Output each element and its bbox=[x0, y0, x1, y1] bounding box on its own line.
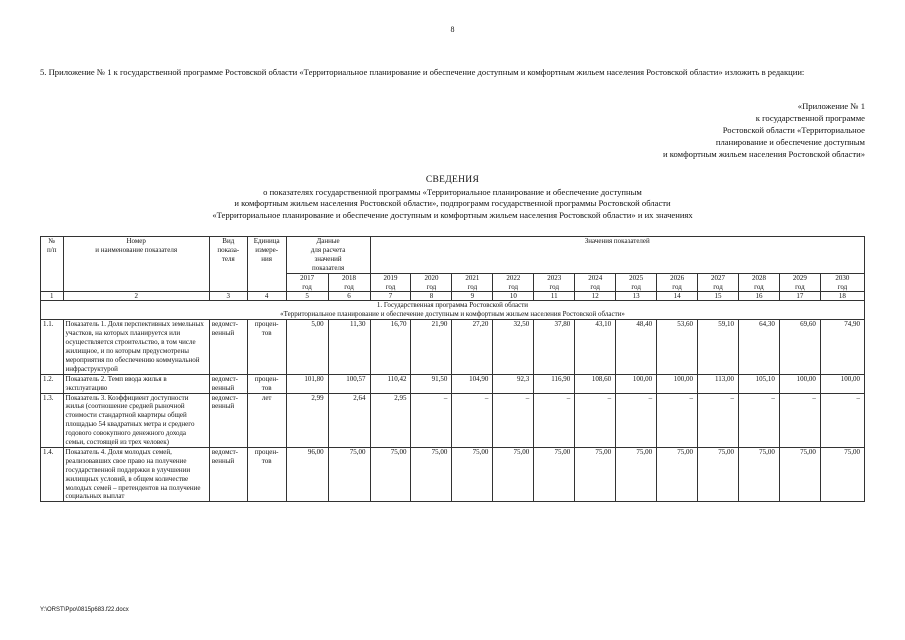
indicator-value: – bbox=[534, 393, 575, 447]
indicator-value: 75,00 bbox=[411, 447, 452, 501]
column-number: 6 bbox=[328, 292, 370, 301]
column-number: 1 bbox=[41, 292, 64, 301]
indicator-value: – bbox=[493, 393, 534, 447]
year-header: 2030 год bbox=[820, 273, 864, 292]
indicator-value: 75,00 bbox=[820, 447, 864, 501]
indicator-value: 75,00 bbox=[738, 447, 779, 501]
year-header: 2020 год bbox=[411, 273, 452, 292]
indicator-value: 75,00 bbox=[616, 447, 657, 501]
heading-line: о показателях государственной программы «Территориальное планирование и обеспечение доступным bbox=[263, 186, 642, 197]
indicator-unit: лет bbox=[247, 393, 286, 447]
year-header: 2021 год bbox=[452, 273, 493, 292]
column-number: 10 bbox=[493, 292, 534, 301]
table-row bbox=[41, 447, 865, 501]
column-number: 15 bbox=[698, 292, 739, 301]
indicator-value: 96,00 bbox=[286, 447, 328, 501]
year-header: 2026 год bbox=[657, 273, 698, 292]
heading-title: СВЕДЕНИЯ bbox=[425, 175, 480, 185]
indicator-value: 75,00 bbox=[698, 447, 739, 501]
page-number: 8 bbox=[450, 25, 455, 34]
column-number: 16 bbox=[738, 292, 779, 301]
column-number: 13 bbox=[616, 292, 657, 301]
year-header: 2024 год bbox=[575, 273, 616, 292]
indicator-value: – bbox=[779, 393, 820, 447]
indicator-value: 11,30 bbox=[328, 320, 370, 374]
table-row bbox=[41, 393, 865, 447]
row-number: 1.3. bbox=[41, 393, 64, 447]
annex-line: к государственной программе bbox=[755, 113, 865, 123]
year-header: 2029 год bbox=[779, 273, 820, 292]
indicator-value: – bbox=[698, 393, 739, 447]
indicator-value: 5,00 bbox=[286, 320, 328, 374]
indicator-value: 75,00 bbox=[657, 447, 698, 501]
annex-line: и комфортным жильем населения Ростовской области» bbox=[663, 149, 865, 159]
header-kind: Вид показа- теля bbox=[209, 237, 247, 292]
indicator-value: – bbox=[657, 393, 698, 447]
column-number: 9 bbox=[452, 292, 493, 301]
indicator-value: – bbox=[452, 393, 493, 447]
annex-line: «Приложение № 1 bbox=[797, 101, 865, 111]
indicator-value: 75,00 bbox=[493, 447, 534, 501]
indicator-value: 27,20 bbox=[452, 320, 493, 374]
section-line: «Территориальное планирование и обеспечение доступным и комфортным жильем населения Ростовской области» bbox=[280, 310, 625, 319]
year-header: 2017 год bbox=[286, 273, 328, 292]
column-number: 18 bbox=[820, 292, 864, 301]
indicators-table bbox=[40, 236, 865, 502]
header-no: № п/п bbox=[41, 237, 64, 292]
indicator-value: 74,90 bbox=[820, 320, 864, 374]
indicator-value: 53,60 bbox=[657, 320, 698, 374]
row-number: 1.1. bbox=[41, 320, 64, 374]
column-number: 5 bbox=[286, 292, 328, 301]
year-header: 2027 год bbox=[698, 273, 739, 292]
indicator-value: 75,00 bbox=[370, 447, 411, 501]
header-unit: Единица измере- ния bbox=[247, 237, 286, 292]
table-row bbox=[41, 320, 865, 374]
indicator-value: – bbox=[820, 393, 864, 447]
document-heading bbox=[40, 175, 865, 221]
indicator-unit: процен- тов bbox=[247, 320, 286, 374]
year-header: 2018 год bbox=[328, 273, 370, 292]
heading-line: и комфортным жильем населения Ростовской области», подпрограмм государственной программы Ростовской области bbox=[234, 198, 671, 208]
row-number: 1.4. bbox=[41, 447, 64, 501]
indicator-value: 105,10 bbox=[738, 374, 779, 393]
intro-paragraph: 5. Приложение № 1 к государственной программе Ростовской области «Территориальное планирование и обеспечение доступным и комфортным жильем населения Ростовской области» изложить в редакции: bbox=[40, 67, 805, 77]
indicator-value: 2,64 bbox=[328, 393, 370, 447]
column-number: 3 bbox=[209, 292, 247, 301]
indicator-unit: процен- тов bbox=[247, 447, 286, 501]
indicator-value: 2,95 bbox=[370, 393, 411, 447]
year-header: 2028 год bbox=[738, 273, 779, 292]
indicator-name: Показатель 3. Коэффициент доступности жилья (соотношение средней рыночной стоимости стандартной квартиры общей площадью 54 квадратных метра и среднего годового совокупного денежного дохода семьи, состоящей из трех человек) bbox=[63, 393, 209, 447]
column-number: 2 bbox=[63, 292, 209, 301]
indicator-value: 59,10 bbox=[698, 320, 739, 374]
indicator-kind: ведомст- венный bbox=[209, 393, 247, 447]
year-header: 2023 год bbox=[534, 273, 575, 292]
indicator-value: – bbox=[575, 393, 616, 447]
indicator-value: 75,00 bbox=[575, 447, 616, 501]
section-line: 1. Государственная программа Ростовской области bbox=[376, 301, 529, 310]
table-row bbox=[41, 374, 865, 393]
indicator-value: 113,00 bbox=[698, 374, 739, 393]
indicator-value: 110,42 bbox=[370, 374, 411, 393]
indicator-name: Показатель 2. Темп ввода жилья в эксплуатацию bbox=[63, 374, 209, 393]
section-row bbox=[41, 301, 865, 320]
year-header: 2025 год bbox=[616, 273, 657, 292]
indicator-value: 100,00 bbox=[657, 374, 698, 393]
column-number: 7 bbox=[370, 292, 411, 301]
indicator-name: Показатель 4. Доля молодых семей, реализовавших свое право на получение государственной поддержки в улучшении жилищных условий, в общем количестве молодых семей – претендентов на получение социальных выплат bbox=[63, 447, 209, 501]
indicator-value: 21,90 bbox=[411, 320, 452, 374]
indicator-value: 69,60 bbox=[779, 320, 820, 374]
indicator-value: 48,40 bbox=[616, 320, 657, 374]
indicator-value: 64,30 bbox=[738, 320, 779, 374]
indicator-value: 75,00 bbox=[534, 447, 575, 501]
header-row bbox=[41, 237, 865, 274]
indicator-value: 75,00 bbox=[779, 447, 820, 501]
indicator-kind: ведомст- венный bbox=[209, 374, 247, 393]
column-number: 17 bbox=[779, 292, 820, 301]
indicator-value: 91,50 bbox=[411, 374, 452, 393]
annex-line: Ростовской области «Территориальное bbox=[722, 125, 865, 135]
year-header: 2019 год bbox=[370, 273, 411, 292]
indicator-value: 92,3 bbox=[493, 374, 534, 393]
indicator-value: 37,80 bbox=[534, 320, 575, 374]
indicator-kind: ведомст- венный bbox=[209, 320, 247, 374]
indicator-name: Показатель 1. Доля перспективных земельных участков, на которых планируется или осуществляется строительство, в том числе жилищное, и по которым предусмотрены мероприятия по обеспечению коммунальной инфраструктурой bbox=[63, 320, 209, 374]
file-path-footer: Y:\ORST\Ppo\0815p683.f22.docx bbox=[40, 607, 129, 613]
annex-line: планирование и обеспечение доступным bbox=[715, 137, 865, 147]
indicator-value: 100,00 bbox=[820, 374, 864, 393]
heading-line: «Территориальное планирование и обеспечение доступным и комфортным жильем населения Ростовской области» и их значениях bbox=[212, 209, 693, 220]
header-name: Номер и наименование показателя bbox=[63, 237, 209, 292]
header-base-data: Данные для расчета значений показателя bbox=[286, 237, 370, 274]
indicator-value: 116,90 bbox=[534, 374, 575, 393]
column-numbers-row bbox=[41, 292, 865, 301]
row-number: 1.2. bbox=[41, 374, 64, 393]
indicator-value: 32,50 bbox=[493, 320, 534, 374]
indicator-value: 104,90 bbox=[452, 374, 493, 393]
header-values: Значения показателей bbox=[370, 237, 864, 274]
indicator-value: 108,60 bbox=[575, 374, 616, 393]
column-number: 4 bbox=[247, 292, 286, 301]
section-title bbox=[41, 301, 865, 320]
column-number: 11 bbox=[534, 292, 575, 301]
column-number: 12 bbox=[575, 292, 616, 301]
year-header: 2022 год bbox=[493, 273, 534, 292]
indicator-value: 100,00 bbox=[779, 374, 820, 393]
indicator-value: 75,00 bbox=[452, 447, 493, 501]
indicator-value: – bbox=[738, 393, 779, 447]
indicator-kind: ведомст- венный bbox=[209, 447, 247, 501]
indicator-value: 16,70 bbox=[370, 320, 411, 374]
indicator-value: 2,99 bbox=[286, 393, 328, 447]
indicator-value: – bbox=[411, 393, 452, 447]
indicator-value: 75,00 bbox=[328, 447, 370, 501]
indicator-value: 101,80 bbox=[286, 374, 328, 393]
column-number: 14 bbox=[657, 292, 698, 301]
indicator-value: 100,00 bbox=[616, 374, 657, 393]
indicator-value: 43,10 bbox=[575, 320, 616, 374]
annex-caption bbox=[600, 100, 865, 160]
indicator-value: – bbox=[616, 393, 657, 447]
indicator-value: 100,57 bbox=[328, 374, 370, 393]
indicator-unit: процен- тов bbox=[247, 374, 286, 393]
column-number: 8 bbox=[411, 292, 452, 301]
